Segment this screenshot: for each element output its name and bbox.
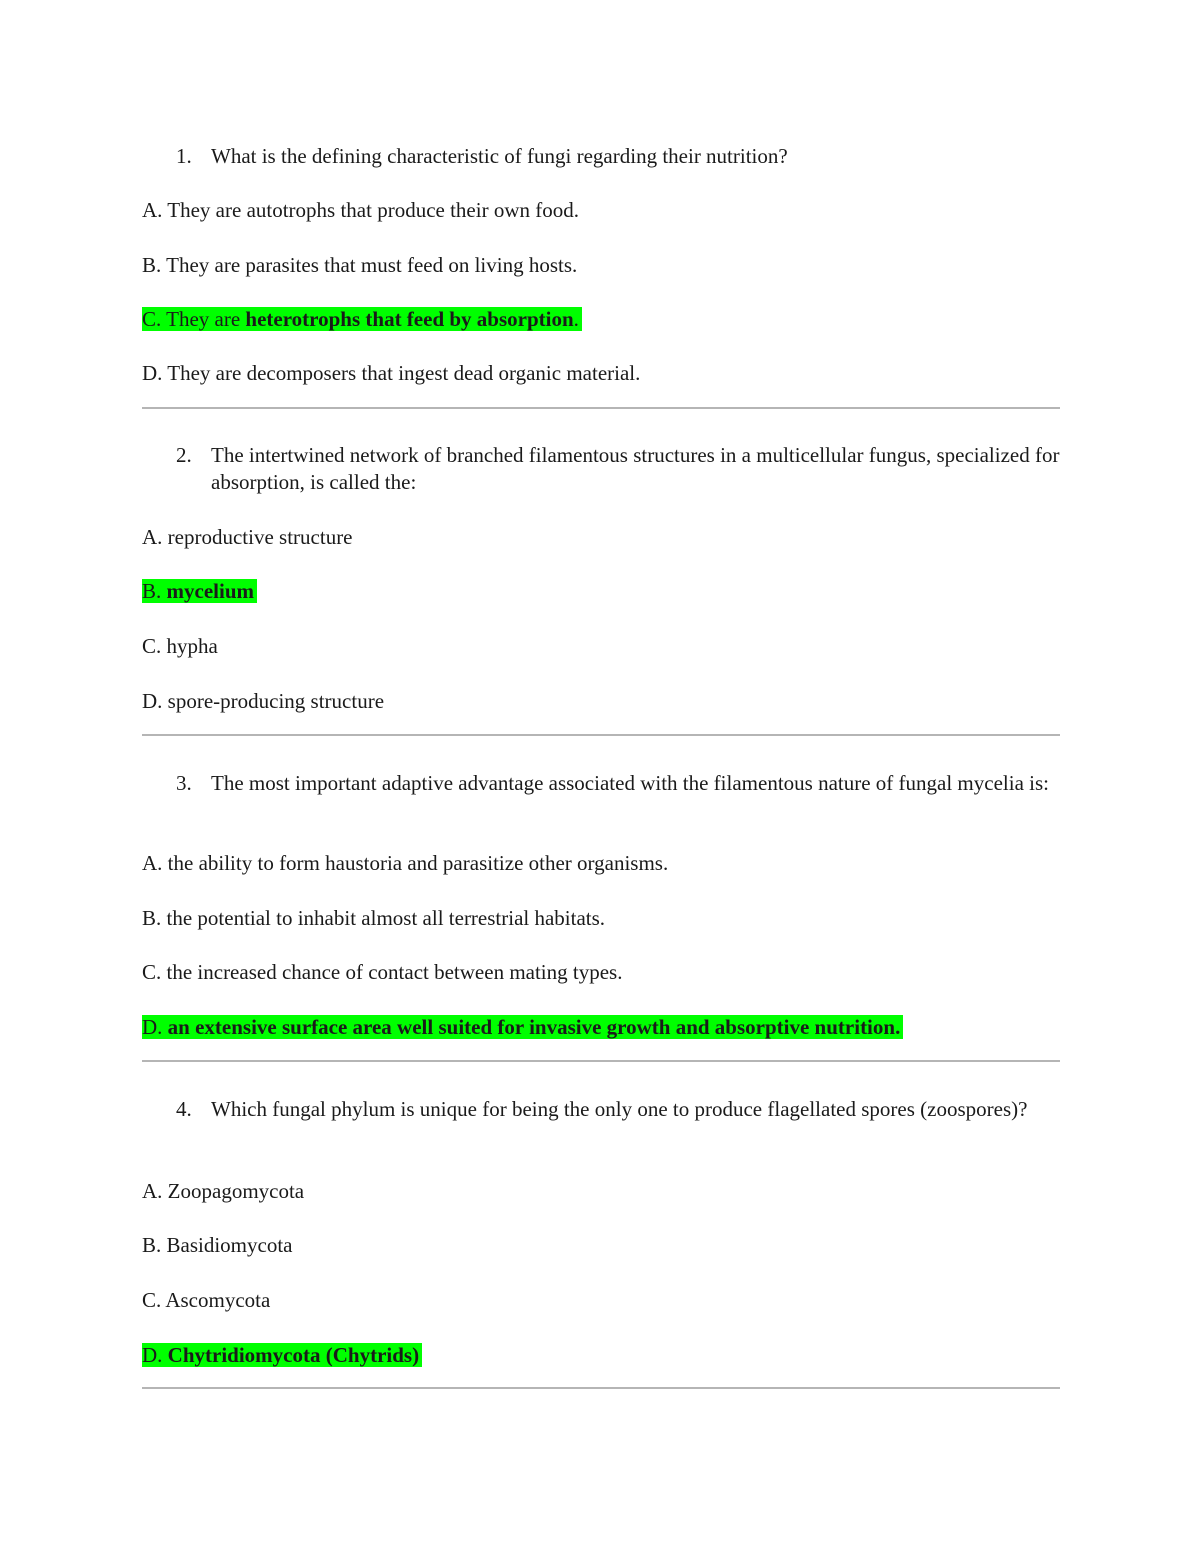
option-prefix: D.: [142, 1015, 168, 1039]
question-1-text: What is the defining characteristic of fungi regarding their nutrition?: [211, 144, 788, 168]
question-4-option-d-correct: [142, 1342, 422, 1369]
question-3-option-d-correct: [142, 1014, 903, 1041]
question-4-stem: [142, 1096, 1060, 1123]
question-4-option-b: B. Basidiomycota: [142, 1233, 293, 1257]
question-4-option-a: A. Zoopagomycota: [142, 1179, 305, 1203]
answer-highlight: [142, 1343, 422, 1367]
option-answer-bold: Chytridiomycota (Chytrids): [167, 1343, 420, 1367]
question-1: [142, 143, 1060, 170]
answer-highlight: [142, 579, 257, 603]
question-3-number: 3.: [176, 771, 192, 795]
question-4-option-c: C. Ascomycota: [142, 1288, 271, 1312]
divider-2: [142, 734, 1060, 736]
option-prefix: B.: [142, 579, 167, 603]
question-2: [142, 442, 1060, 496]
question-1-number: 1.: [176, 144, 192, 168]
question-2-stem: [142, 442, 1060, 496]
option-suffix: .: [573, 307, 579, 331]
divider-1: [142, 407, 1060, 409]
question-2-option-c: C. hypha: [142, 634, 218, 658]
question-3-option-b: B. the potential to inhabit almost all terrestrial habitats.: [142, 906, 606, 930]
question-3-option-c: C. the increased chance of contact between mating types.: [142, 960, 623, 984]
answer-highlight: [142, 1015, 903, 1039]
question-1-option-d: D. They are decomposers that ingest dead organic material.: [142, 361, 641, 385]
question-3-text: The most important adaptive advantage associated with the filamentous nature of fungal mycelia is:: [211, 771, 1049, 795]
question-1-option-b: B. They are parasites that must feed on living hosts.: [142, 253, 578, 277]
question-3: [142, 770, 1060, 797]
question-3-option-a: A. the ability to form haustoria and parasitize other organisms.: [142, 851, 669, 875]
option-answer-bold: heterotrophs that feed by absorption: [245, 307, 574, 331]
question-4-text: Which fungal phylum is unique for being the only one to produce flagellated spores (zoospores)?: [211, 1097, 1028, 1121]
question-2-text: The intertwined network of branched filamentous structures in a multicellular fungus, specialized for absorption, is called the:: [211, 443, 1060, 494]
question-1-option-c-correct: [142, 306, 582, 333]
divider-4: [142, 1387, 1060, 1389]
question-4-number: 4.: [176, 1097, 192, 1121]
option-prefix: C. They are: [142, 307, 246, 331]
divider-3: [142, 1060, 1060, 1062]
question-1-option-a: A. They are autotrophs that produce their own food.: [142, 198, 579, 222]
option-prefix: D.: [142, 1343, 168, 1367]
question-3-stem: [142, 770, 1060, 797]
answer-highlight: [142, 307, 582, 331]
question-4: [142, 1096, 1060, 1123]
question-2-number: 2.: [176, 443, 192, 467]
question-1-stem: [142, 143, 1060, 170]
question-2-option-b-correct: [142, 578, 257, 605]
option-answer-bold: mycelium: [166, 579, 254, 603]
option-answer-bold: an extensive surface area well suited for invasive growth and absorptive nutrition.: [167, 1015, 901, 1039]
question-2-option-d: D. spore-producing structure: [142, 689, 385, 713]
question-2-option-a: A. reproductive structure: [142, 525, 353, 549]
